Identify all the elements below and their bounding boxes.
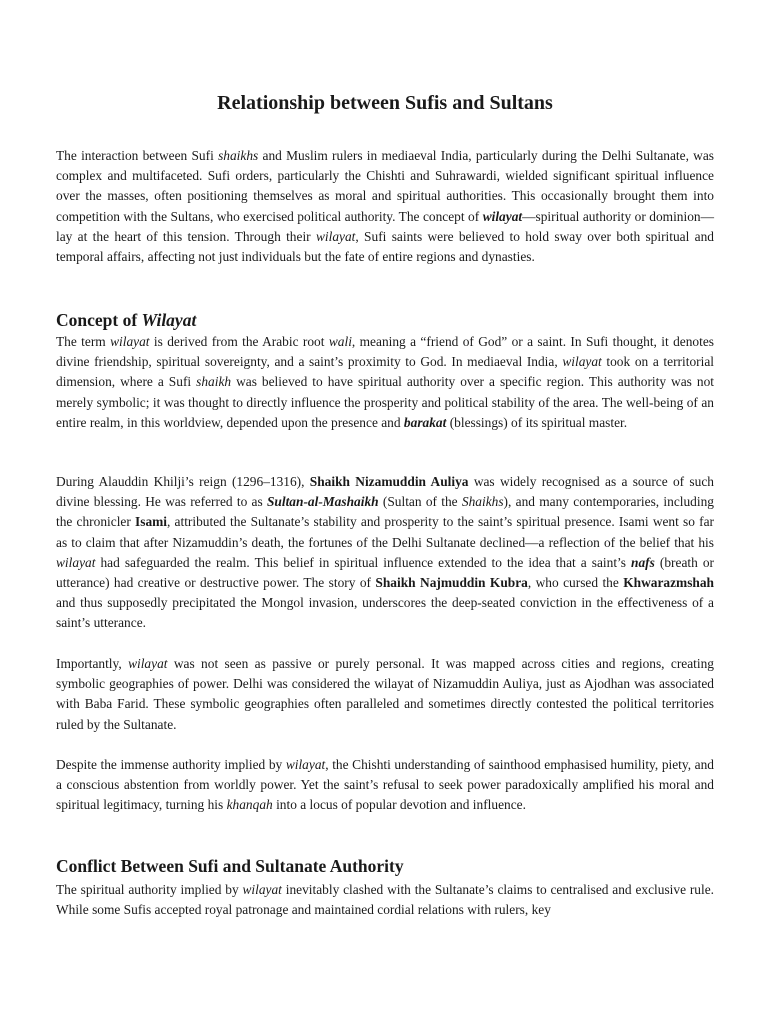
text-run: Importantly, bbox=[56, 656, 129, 671]
text-run: , meaning a “friend of God” or a saint. In Sufi thought, it denotes divine friendship, spiritual sovereignty, and a saint’s proximity to God. In mediaeval India, bbox=[56, 334, 714, 370]
italic-term: shaikh bbox=[196, 374, 232, 390]
bold-name: Khwarazmshah bbox=[623, 575, 715, 591]
italic-term: khanqah bbox=[226, 797, 273, 813]
italic-term: wilayat bbox=[128, 656, 168, 671]
section-heading-concept bbox=[56, 308, 196, 332]
text-run: The spiritual authority implied by bbox=[56, 882, 243, 897]
text-run: was believed to have spiritual authority over a specific region. This authority was not merely symbolic; it was thought to directly influence the prosperity and political stability of the area. The well-being of an entire realm, in this worldview, depended upon the presence and bbox=[56, 374, 714, 430]
text-run: (blessings) of its spiritual master. bbox=[446, 414, 628, 430]
italic-term: Shaikhs bbox=[461, 494, 504, 510]
text-run: The term bbox=[56, 334, 111, 349]
text-run: ), and many contemporaries, including the chronicler bbox=[56, 494, 714, 530]
text-run: , attributed the Sultanate’s stability and prosperity to the saint’s spiritual presence. Isami went so far as to claim that after Nizamuddin’s death, the fortunes of the Delhi Sultanate declined—a reflection of the belief that his bbox=[56, 514, 714, 550]
heading-italic: Wilayat bbox=[141, 310, 197, 330]
italic-term: wilayat bbox=[285, 757, 326, 772]
bold-italic-term: nafs bbox=[631, 554, 655, 570]
concept-paragraph-1 bbox=[56, 332, 714, 433]
bold-name: Shaikh Nizamuddin Auliya bbox=[309, 474, 469, 489]
intro-paragraph bbox=[56, 146, 714, 267]
italic-term: wilayat bbox=[110, 334, 150, 349]
bold-name: Isami bbox=[135, 514, 168, 530]
text-run: (Sultan of the bbox=[378, 494, 462, 510]
bold-italic-term: barakat bbox=[403, 414, 447, 430]
bold-italic-term: Sultan-al-Mashaikh bbox=[266, 494, 379, 510]
italic-term: shaikhs bbox=[218, 148, 259, 163]
text-run: was not seen as passive or purely personal. It was mapped across cities and regions, creating symbolic geographies of power. Delhi was considered the wilayat of Nizamuddin Auliya, just as Ajodhan was associated with Baba Farid. These symbolic geographies often paralleled and sometimes directly contested the political territories ruled by the Sultanate. bbox=[56, 656, 714, 732]
italic-term: wilayat bbox=[242, 882, 282, 897]
text-run: —spiritual authority or dominion—lay at the heart of this tension. Through their bbox=[56, 208, 715, 244]
text-run: had safeguarded the realm. This belief in spiritual influence extended to the idea that a saint’s bbox=[95, 554, 632, 570]
concept-paragraph-3 bbox=[56, 654, 714, 735]
text-run: into a locus of popular devotion and influence. bbox=[272, 797, 526, 813]
concept-paragraph-2 bbox=[56, 472, 714, 634]
italic-term: wilayat bbox=[56, 554, 96, 570]
page-title: Relationship between Sufis and Sultans bbox=[217, 92, 553, 114]
text-run: inevitably clashed with the Sultanate’s claims to centralised and exclusive rule. While some Sufis accepted royal patronage and maintained cordial relations with rulers, key bbox=[56, 882, 715, 918]
text-run: (breath or utterance) had creative or destructive power. The story of bbox=[56, 554, 714, 591]
text-run: and thus supposedly precipitated the Mongol invasion, underscores the deep-seated conviction in the effectiveness of a saint’s utterance. bbox=[56, 595, 714, 631]
text-run: was widely recognised as a source of such divine blessing. He was referred to as bbox=[56, 474, 714, 510]
text-run: , Sufi saints were believed to hold sway over both spiritual and temporal affairs, affecting not just individuals but the fate of entire regions and dynasties. bbox=[56, 228, 714, 265]
italic-term: wali bbox=[328, 334, 352, 349]
text-run: The interaction between Sufi bbox=[56, 148, 219, 163]
bold-name: Shaikh Najmuddin Kubra bbox=[375, 575, 528, 591]
concept-paragraph-4 bbox=[56, 755, 714, 816]
text-run: and Muslim rulers in mediaeval India, particularly during the Delhi Sultanate, was complex and multifaceted. Sufi orders, particularly the Chishti and Suhrawardi, wielded significant spiritual influence over the masses, often positioning themselves as moral and spiritual authorities. This occasionally brought them into competition with the Sultans, who exercised political authority. The concept of bbox=[56, 148, 715, 224]
text-run: Despite the immense authority implied by bbox=[56, 757, 286, 772]
italic-term: wilayat bbox=[315, 228, 356, 244]
bold-italic-term: wilayat bbox=[482, 208, 523, 224]
text-run: During Alauddin Khilji’s reign (1296–1316), bbox=[56, 474, 310, 489]
italic-term: wilayat bbox=[562, 354, 602, 370]
conflict-paragraph-1 bbox=[56, 880, 714, 920]
text-run: took on a territorial dimension, where a Sufi bbox=[56, 354, 714, 390]
text-run: , who cursed the bbox=[527, 575, 624, 591]
heading-text: Concept of bbox=[56, 310, 142, 330]
section-heading-conflict: Conflict Between Sufi and Sultanate Authority bbox=[56, 856, 404, 876]
text-run: is derived from the Arabic root bbox=[149, 334, 329, 349]
text-run: , the Chishti understanding of sainthood emphasised humility, piety, and a conscious abstention from worldly power. Yet the saint’s refusal to seek power paradoxically amplified his moral and spiritual legitimacy, turning his bbox=[56, 757, 714, 813]
